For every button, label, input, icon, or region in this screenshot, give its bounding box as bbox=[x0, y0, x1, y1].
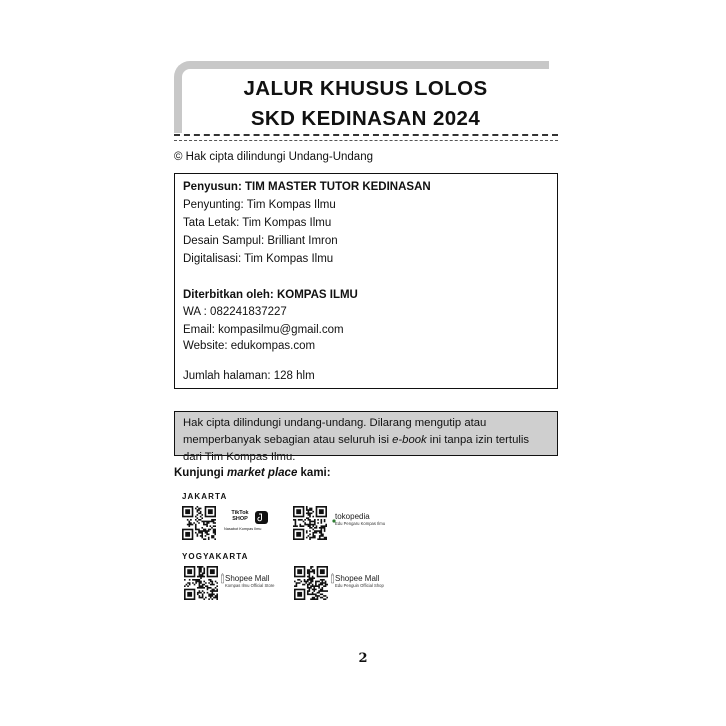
marketplace-heading-italic: market place bbox=[227, 467, 298, 479]
page-count-line: Jumlah halaman: 128 hlm bbox=[183, 370, 315, 382]
title-divider bbox=[174, 134, 558, 136]
shopee-1-text bbox=[225, 574, 275, 589]
desain-sampul-line: Desain Sampul: Brilliant Imron bbox=[183, 235, 338, 247]
credits-box bbox=[174, 173, 558, 389]
warning-text-after: ini tanpa izin tertulis dari Tim Kompas Ilmu. bbox=[183, 434, 530, 463]
shopee-1-store-name: Shopee Mall bbox=[225, 574, 270, 583]
diterbitkan-label: Diterbitkan oleh: bbox=[183, 289, 274, 301]
qr-code-shopee-1[interactable] bbox=[184, 566, 218, 600]
city-label-yogyakarta: YOGYAKARTA bbox=[182, 552, 249, 561]
shopee-icon bbox=[331, 572, 334, 584]
shopee-1-store-sub: Kompas Ilmu Official Store bbox=[225, 583, 275, 588]
marketplace-heading-suffix: kami: bbox=[297, 467, 331, 479]
copyright-note: © Hak cipta dilindungi Undang-Undang bbox=[174, 151, 373, 163]
shopee-2-store-name: Shopee Mall bbox=[335, 574, 380, 583]
book-title-line-1: JALUR KHUSUS LOLOS bbox=[243, 77, 488, 100]
penyusun-line bbox=[183, 181, 431, 193]
penyusun-label: Penyusun: bbox=[183, 181, 242, 193]
tiktok-store-name: TikTok SHOP bbox=[231, 510, 249, 522]
tokopedia-text bbox=[335, 512, 385, 527]
city-label-jakarta: JAKARTA bbox=[182, 492, 228, 501]
tata-letak-line: Tata Letak: Tim Kompas Ilmu bbox=[183, 217, 332, 229]
email-line: Email: kompasilmu@gmail.com bbox=[183, 324, 344, 336]
diterbitkan-value: KOMPAS ILMU bbox=[276, 289, 358, 301]
qr-code-tokopedia[interactable] bbox=[293, 506, 327, 540]
book-title-line-2: SKD KEDINASAN 2024 bbox=[250, 107, 481, 130]
warning-text-before: Hak cipta dilindungi undang-undang. Dilarang mengutip atau memperbanyak sebagian atau seluruh isi bbox=[183, 417, 487, 446]
penyusun-value: TIM MASTER TUTOR KEDINASAN bbox=[245, 181, 431, 193]
website-line: Website: edukompas.com bbox=[183, 340, 316, 352]
qr-code-tiktok[interactable] bbox=[182, 506, 216, 540]
shopee-2-store-sub: Edu Penguin Official Shop bbox=[335, 583, 384, 588]
marketplace-heading bbox=[174, 467, 331, 479]
shopee-2-text bbox=[335, 574, 384, 589]
diterbitkan-line bbox=[183, 289, 358, 301]
penyunting-line: Penyunting: Tim Kompas Ilmu bbox=[183, 199, 336, 211]
digitalisasi-line: Digitalisasi: Tim Kompas Ilmu bbox=[183, 253, 334, 265]
warning-ebook: e-book bbox=[392, 434, 427, 446]
tokopedia-store-name: tokopedia bbox=[335, 512, 370, 521]
tokopedia-store-sub: Edu Pengaru Kompas Ilmu bbox=[335, 521, 386, 526]
copyright-warning-box bbox=[174, 411, 558, 463]
qr-code-shopee-2[interactable] bbox=[294, 566, 328, 600]
title-block bbox=[174, 61, 549, 133]
tiktok-store-sub: Nasabot Kompas Ilmu bbox=[224, 527, 262, 531]
marketplace-heading-prefix: Kunjungi bbox=[174, 467, 228, 479]
shopee-icon bbox=[221, 572, 224, 584]
wa-line: WA : 082241837227 bbox=[183, 306, 287, 318]
page-number: 2 bbox=[358, 651, 368, 666]
title-divider-thin bbox=[174, 140, 558, 141]
